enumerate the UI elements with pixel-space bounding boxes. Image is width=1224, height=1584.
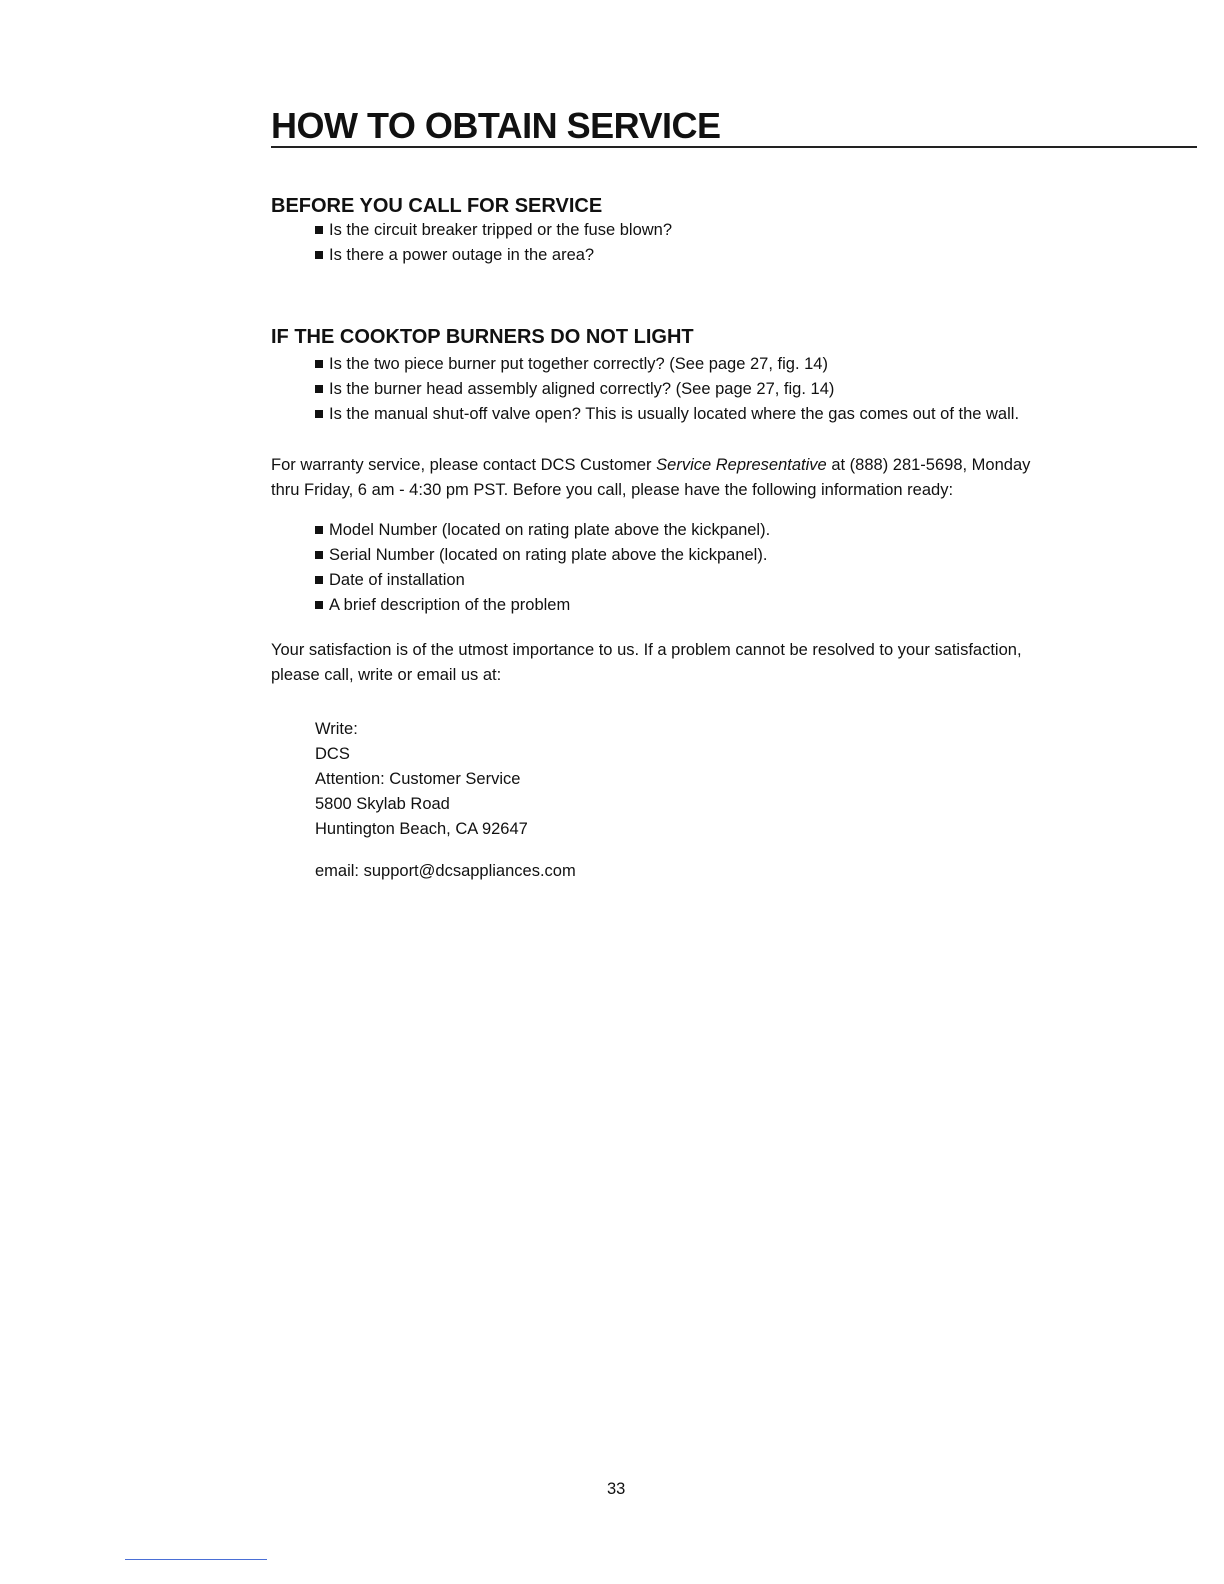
email-label: email:: [315, 862, 360, 880]
list-item: Date of installation: [315, 568, 770, 593]
list-item: Model Number (located on rating plate above the kickpanel).: [315, 518, 770, 543]
warranty-paragraph: [271, 453, 1101, 503]
email-address: support@dcsappliances.com: [363, 862, 576, 880]
satisfaction-line-1: Your satisfaction is of the utmost importance to us. If a problem cannot be resolved to your satisfaction,: [271, 641, 1022, 659]
list-item: Serial Number (located on rating plate above the kickpanel).: [315, 543, 770, 568]
page-title: HOW TO OBTAIN SERVICE: [271, 105, 721, 146]
list-item: Is the two piece burner put together correctly? (See page 27, fig. 14): [315, 352, 1019, 377]
list-item: Is the manual shut-off valve open? This is usually located where the gas comes out of the wall.: [315, 402, 1019, 427]
list-item: Is there a power outage in the area?: [315, 243, 672, 268]
satisfaction-line-2: please call, write or email us at:: [271, 666, 502, 684]
address-street: 5800 Skylab Road: [315, 795, 450, 813]
burners-list: [315, 352, 1019, 427]
mailing-address: [315, 717, 528, 842]
warranty-line-2: thru Friday, 6 am - 4:30 pm PST. Before you call, please have the following information ready:: [271, 481, 954, 499]
email-contact: [315, 859, 576, 884]
before-call-list: [315, 218, 672, 268]
list-item: Is the circuit breaker tripped or the fuse blown?: [315, 218, 672, 243]
list-item: A brief description of the problem: [315, 593, 770, 618]
address-company: DCS: [315, 745, 350, 763]
warranty-line-1: [271, 453, 1101, 478]
before-call-heading: BEFORE YOU CALL FOR SERVICE: [271, 195, 603, 217]
address-city: Huntington Beach, CA 92647: [315, 820, 528, 838]
list-item: Is the burner head assembly aligned correctly? (See page 27, fig. 14): [315, 377, 1019, 402]
title-underline: [271, 146, 1197, 148]
scan-artifact-line: [125, 1559, 267, 1560]
page-number: 33: [607, 1480, 626, 1498]
address-attention: Attention: Customer Service: [315, 770, 521, 788]
service-rep-emphasis: Service Representative: [656, 456, 827, 474]
burners-heading: IF THE COOKTOP BURNERS DO NOT LIGHT: [271, 326, 694, 348]
address-label: Write:: [315, 720, 358, 738]
info-needed-list: [315, 518, 770, 618]
warranty-text: For warranty service, please contact DCS Customer: [271, 456, 657, 474]
warranty-phone-text: at (888) 281-5698, Monday: [826, 456, 1031, 474]
satisfaction-paragraph: [271, 638, 1101, 688]
